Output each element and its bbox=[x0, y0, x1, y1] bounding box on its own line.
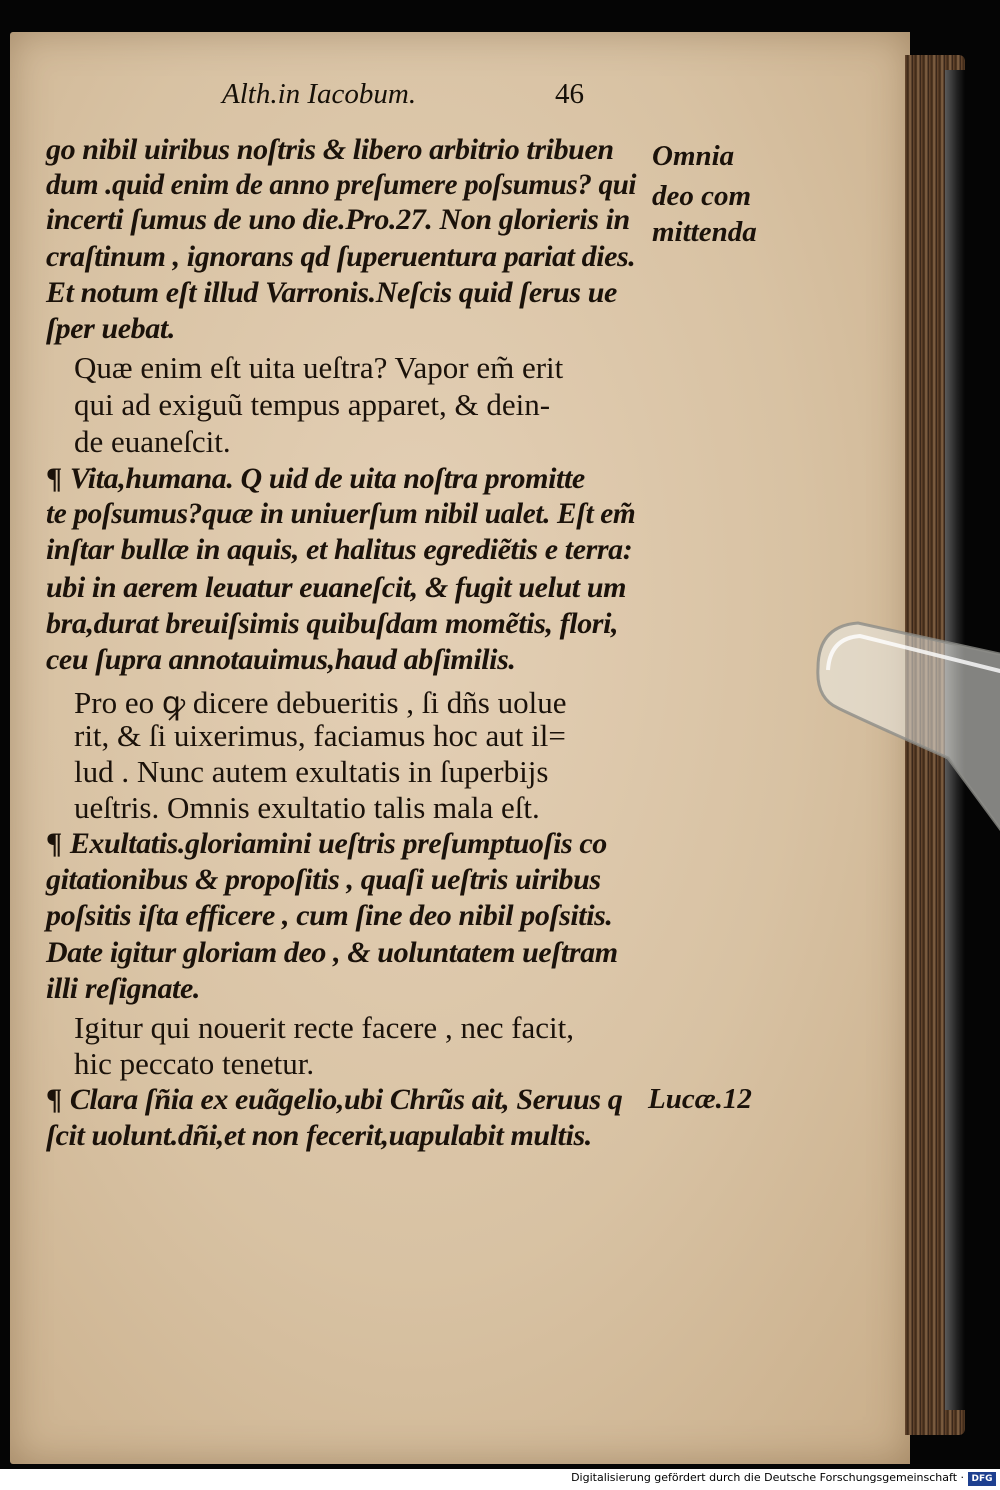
text-line bbox=[46, 497, 635, 531]
line-text: Igitur qui nouerit recte facere , nec facit, bbox=[74, 1010, 575, 1045]
line-text: lud . Nunc autem exultatis in ſuperbijs bbox=[74, 754, 549, 789]
pilcrow-mark: ¶ bbox=[46, 462, 62, 495]
line-text: ceu ſupra annotauimus,haud abſimilis. bbox=[46, 643, 516, 676]
footer-bar bbox=[0, 1469, 1000, 1490]
text-line bbox=[46, 133, 614, 167]
pilcrow-mark: ¶ bbox=[46, 1083, 62, 1116]
text-line bbox=[74, 718, 566, 754]
margin-gloss: Omnia bbox=[652, 140, 735, 172]
pilcrow-mark: ¶ bbox=[46, 827, 62, 860]
line-text: rit, & ſi uixerimus, faciamus hoc aut il= bbox=[74, 718, 566, 753]
line-text: te poſsumus?quæ in uniuerſum nibil ualet. Eſt em̃ bbox=[46, 497, 636, 530]
text-line bbox=[46, 899, 613, 933]
text-line bbox=[74, 424, 231, 460]
text-line bbox=[74, 790, 540, 826]
text-line bbox=[74, 387, 550, 423]
text-line bbox=[74, 1010, 574, 1046]
margin-gloss: deo com bbox=[652, 180, 752, 212]
folio-number: 46 bbox=[555, 78, 584, 110]
transparent-clip bbox=[798, 598, 1000, 858]
text-line bbox=[46, 936, 618, 970]
text-line bbox=[46, 1083, 622, 1117]
margin-gloss: mittenda bbox=[652, 216, 757, 248]
line-text: dum .quid enim de anno preſumere poſsumus? qui bbox=[46, 168, 637, 201]
line-text: Date igitur gloriam deo , & uoluntatem ueſtram bbox=[46, 936, 618, 969]
text-line bbox=[46, 168, 636, 202]
line-text: de euaneſcit. bbox=[74, 424, 231, 459]
text-line bbox=[74, 1046, 314, 1082]
line-text: ſcit uolunt.dñi,et non fecerit,uapulabit multis. bbox=[46, 1119, 592, 1152]
line-text: Exultatis.gloriamini ueſtris preſumptuoſis co bbox=[69, 827, 607, 860]
text-line bbox=[74, 681, 566, 723]
line-text: Quæ enim eſt uita ueſtra? Vapor em̃ erit bbox=[74, 350, 564, 385]
text-line bbox=[46, 462, 585, 496]
line-text: poſsitis iſta efficere , cum ſine deo nibil poſsitis. bbox=[46, 899, 613, 932]
line-text: hic peccato tenetur. bbox=[74, 1046, 315, 1081]
line-text: Et notum eſt illud Varronis.Neſcis quid ſerus ue bbox=[46, 276, 617, 309]
text-line bbox=[46, 827, 607, 861]
text-line bbox=[46, 571, 626, 605]
text-line bbox=[46, 1119, 592, 1153]
text-line bbox=[46, 643, 516, 677]
line-text: bra,durat breuiſsimis quibuſdam momẽtis, flori, bbox=[46, 607, 619, 640]
text-line bbox=[46, 240, 635, 274]
footer-credit: Digitalisierung gefördert durch die Deutsche Forschungsgemeinschaft · bbox=[571, 1471, 964, 1484]
text-line bbox=[46, 863, 601, 897]
dfg-logo: DFG bbox=[968, 1472, 996, 1486]
line-text: Vita,humana. Q uid de uita noſtra promitte bbox=[69, 462, 585, 495]
text-line bbox=[74, 754, 548, 790]
text-line bbox=[46, 312, 175, 346]
line-text: ueſtris. Omnis exultatio talis mala eſt. bbox=[74, 790, 540, 825]
line-text: go nibil uiribus noſtris & libero arbitrio tribuen bbox=[46, 133, 614, 166]
text-line bbox=[46, 972, 200, 1006]
text-line bbox=[74, 350, 563, 386]
margin-gloss: Lucæ.12 bbox=[648, 1083, 752, 1115]
line-text: gitationibus & propoſitis , quaſi ueſtris uiribus bbox=[46, 863, 601, 896]
text-line bbox=[46, 607, 618, 641]
line-text: inſtar bullæ in aquis, et halitus egrediẽtis e terra: bbox=[46, 533, 633, 566]
line-text: Clara ſñia ex euãgelio,ubi Chrũs ait, Seruus q bbox=[69, 1083, 623, 1116]
text-line bbox=[46, 276, 617, 310]
text-line bbox=[46, 533, 632, 567]
running-head: Alth.in Iacobum. bbox=[222, 78, 417, 110]
line-text: incerti ſumus de uno die.Pro.27. Non glorieris in bbox=[46, 203, 630, 236]
line-text: craſtinum , ignorans qd ſuperuentura pariat dies. bbox=[46, 240, 636, 273]
line-text: illi reſignate. bbox=[46, 972, 200, 1005]
line-text: ubi in aerem leuatur euaneſcit, & fugit uelut um bbox=[46, 571, 627, 604]
line-text: ſper uebat. bbox=[46, 312, 175, 345]
text-line bbox=[46, 203, 630, 237]
line-text: Pro eo ꝙ dicere debueritis , ſi dñs uolue bbox=[74, 685, 567, 720]
line-text: qui ad exiguũ tempus apparet, & dein- bbox=[74, 387, 551, 422]
